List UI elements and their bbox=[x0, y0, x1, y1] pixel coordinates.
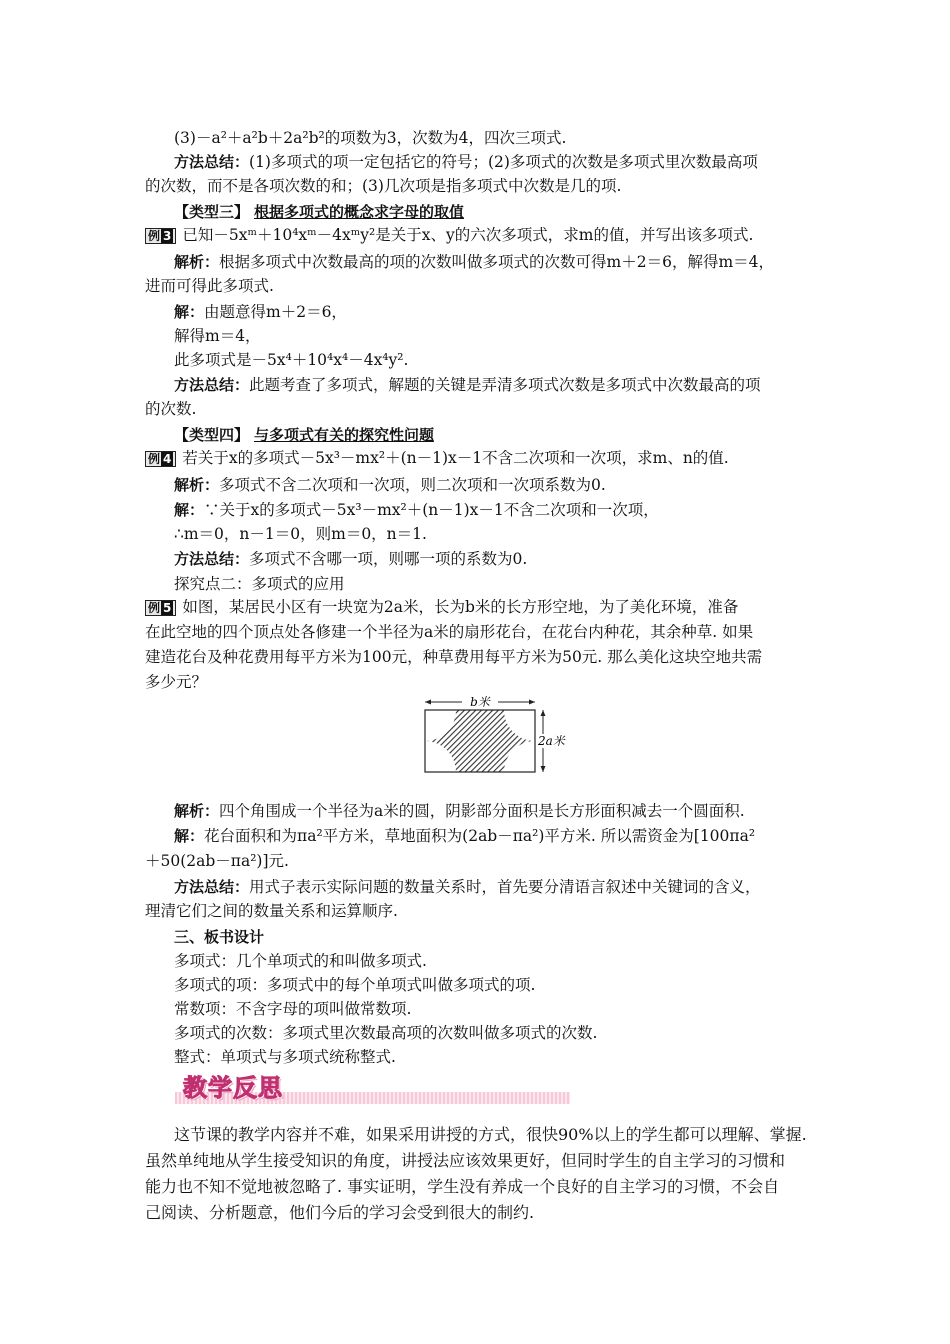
answer-line-3: (3)－a²＋a²b＋2a²b²的项数为3，次数为4，四次三项式. bbox=[174, 129, 567, 147]
analysis-label: 解析： bbox=[174, 253, 220, 271]
solution-5 bbox=[174, 825, 755, 847]
solution-4-text1: ∵关于x的多项式－5x³－mx²＋(n－1)x－1不含二次项和一次项， bbox=[204, 501, 659, 519]
example-5 bbox=[145, 596, 738, 618]
analysis-3 bbox=[174, 251, 774, 273]
example-badge-label: 例 bbox=[148, 229, 161, 243]
method-summary-5 bbox=[174, 876, 761, 898]
solution-5-text: 花台面积和为πa²平方米，草地面积为(2ab－πa²)平方米. 所以需资金为[100πa² bbox=[204, 827, 756, 845]
example-4 bbox=[145, 447, 729, 469]
solution-4-line1 bbox=[174, 499, 659, 521]
rectangle-figure bbox=[410, 696, 600, 784]
example-5-cont2: 建造花台及种花费用每平方米为100元，种草费用每平方米为50元. 那么美化这块空地共需 bbox=[145, 648, 763, 666]
example-badge bbox=[145, 600, 176, 616]
board-line-3: 常数项：不含字母的项叫做常数项. bbox=[174, 1000, 412, 1018]
solution-3-line3: 此多项式是－5x⁴＋10⁴x⁴－4x⁴y². bbox=[174, 351, 409, 369]
type4-tag: 【类型四】 bbox=[174, 426, 250, 444]
example-5-cont1: 在此空地的四个顶点处各修建一个半径为a米的扇形花台，在花台内种花，其余种草. 如果 bbox=[145, 623, 754, 641]
analysis-label: 解析： bbox=[174, 476, 220, 494]
analysis-label: 解析： bbox=[174, 802, 220, 820]
solution-4-line2: ∴m＝0，n－1＝0，则m＝0，n＝1. bbox=[174, 525, 427, 543]
method-summary-label: 方法总结： bbox=[174, 550, 250, 568]
type3-title: 根据多项式的概念求字母的取值 bbox=[253, 203, 464, 221]
top-dimension-label: b米 bbox=[470, 696, 490, 709]
reflection-line-3: 能力也不知不觉地被忽略了. 事实证明，学生没有养成一个良好的自主学习的习惯，不会自 bbox=[145, 1177, 780, 1196]
board-line-2: 多项式的项：多项式中的每个单项式叫做多项式的项. bbox=[174, 976, 536, 994]
reflection-line-1: 这节课的教学内容并不难，如果采用讲授的方式，很快90%以上的学生都可以理解、掌握. bbox=[174, 1125, 807, 1144]
example-5-text: 如图，某居民小区有一块宽为2a米，长为b米的长方形空地，为了美化环境，准备 bbox=[182, 598, 739, 616]
arrow-right-icon bbox=[529, 700, 535, 705]
arrow-up-icon bbox=[541, 710, 546, 716]
analysis-4 bbox=[174, 474, 606, 496]
analysis-3-cont: 进而可得此多项式. bbox=[145, 277, 274, 295]
analysis-5-text: 四个角围成一个半径为a米的圆，阴影部分面积是长方形面积减去一个圆面积. bbox=[219, 802, 745, 820]
method-summary-4 bbox=[174, 548, 527, 570]
method-summary-1 bbox=[174, 151, 758, 173]
arrow-left-icon bbox=[425, 700, 431, 705]
method-summary-text: (1)多项式的项一定包括它的符号；(2)多项式的次数是多项式里次数最高项 bbox=[249, 153, 758, 171]
solution-5-cont: ＋50(2ab－πa²)]元. bbox=[145, 852, 289, 870]
analysis-5 bbox=[174, 800, 745, 822]
method-summary-label: 方法总结： bbox=[174, 376, 250, 394]
analysis-3-text: 根据多项式中次数最高的项的次数叫做多项式的次数可得m＋2＝6，解得m＝4， bbox=[219, 253, 774, 271]
example-badge bbox=[145, 451, 176, 467]
type4-title: 与多项式有关的探究性问题 bbox=[253, 426, 434, 444]
type3-heading bbox=[174, 201, 464, 223]
arrow-down-icon bbox=[541, 766, 546, 772]
example-5-cont3: 多少元？ bbox=[145, 673, 208, 691]
solution-3-text1: 由题意得m＋2＝6， bbox=[204, 303, 347, 321]
example-badge-label: 例 bbox=[148, 601, 161, 615]
board-line-4: 多项式的次数：多项式里次数最高项的次数叫做多项式的次数. bbox=[174, 1024, 598, 1042]
explore-point-2: 探究点二：多项式的应用 bbox=[174, 575, 345, 593]
side-dimension-label: 2a米 bbox=[538, 734, 565, 748]
method-summary-label: 方法总结： bbox=[174, 878, 250, 896]
solution-3-line1 bbox=[174, 301, 347, 323]
banner-title: 教学反思 bbox=[183, 1074, 283, 1102]
method-summary-label: 方法总结： bbox=[174, 153, 250, 171]
solution-label: 解： bbox=[174, 827, 205, 845]
method-summary-1-cont: 的次数，而不是各项次数的和；(3)几次项是指多项式中次数是几的项. bbox=[145, 177, 622, 195]
example-3-text: 已知－5xᵐ＋10⁴xᵐ－4xᵐy²是关于x、y的六次多项式，求m的值，并写出该多项式. bbox=[182, 226, 754, 244]
type3-tag: 【类型三】 bbox=[174, 203, 250, 221]
example-badge-number: 4 bbox=[163, 452, 172, 466]
method-summary-5-cont: 理清它们之间的数量关系和运算顺序. bbox=[145, 902, 398, 920]
solution-label: 解： bbox=[174, 303, 205, 321]
method-summary-5-text: 用式子表示实际问题的数量关系时，首先要分清语言叙述中关键词的含义， bbox=[249, 878, 761, 896]
example-badge bbox=[145, 228, 176, 244]
reflection-line-4: 己阅读、分析题意，他们今后的学习会受到很大的制约. bbox=[145, 1203, 535, 1222]
example-4-text: 若关于x的多项式－5x³－mx²＋(n－1)x－1不含二次项和一次项，求m、n的值. bbox=[182, 449, 729, 467]
solution-3-line2: 解得m＝4， bbox=[174, 327, 261, 345]
example-badge-label: 例 bbox=[148, 452, 161, 466]
reflection-line-2: 虽然单纯地从学生接受知识的角度，讲授法应该效果更好，但同时学生的自主学习的习惯和 bbox=[145, 1151, 786, 1170]
example-3 bbox=[145, 224, 753, 246]
type4-heading bbox=[174, 424, 434, 446]
method-summary-3-text: 此题考查了多项式，解题的关键是弄清多项式次数是多项式中次数最高的项 bbox=[249, 376, 761, 394]
method-summary-3-cont: 的次数. bbox=[145, 400, 197, 418]
board-line-1: 多项式：几个单项式的和叫做多项式. bbox=[174, 952, 427, 970]
example-badge-number: 5 bbox=[163, 601, 172, 615]
section-3-heading: 三、板书设计 bbox=[174, 928, 265, 946]
board-line-5: 整式：单项式与多项式统称整式. bbox=[174, 1048, 396, 1066]
analysis-4-text: 多项式不含二次项和一次项，则二次项和一次项系数为0. bbox=[219, 476, 606, 494]
method-summary-4-text: 多项式不含哪一项，则哪一项的系数为0. bbox=[249, 550, 528, 568]
teaching-reflection-banner bbox=[175, 1072, 570, 1106]
example-badge-number: 3 bbox=[163, 229, 172, 243]
method-summary-3 bbox=[174, 374, 761, 396]
solution-label: 解： bbox=[174, 501, 205, 519]
